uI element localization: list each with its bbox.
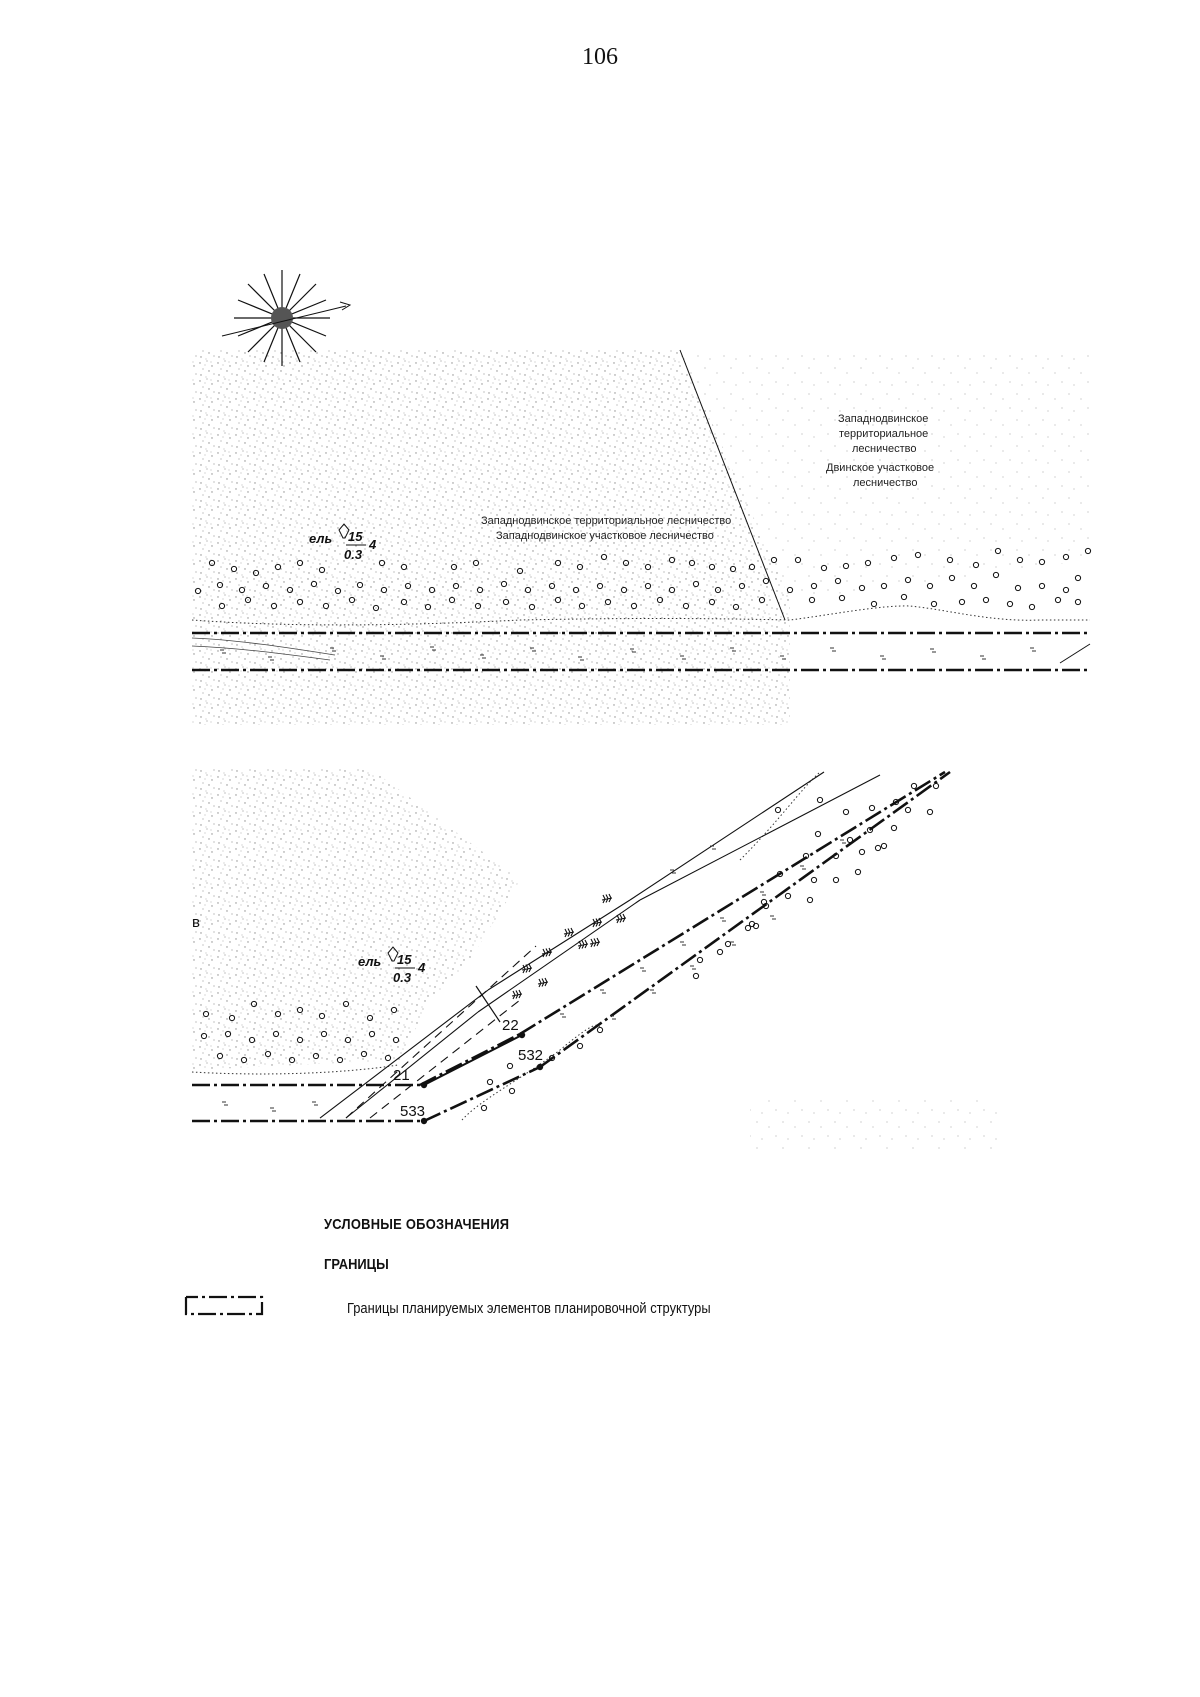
point-22-label: 22 — [502, 1017, 519, 1034]
forest-edge-dotted-diagonal — [462, 772, 820, 1120]
species-name: ель — [309, 531, 333, 546]
forest-stipple-area-bottom — [192, 768, 520, 1070]
species-name-bottom: ель — [358, 954, 382, 969]
page-number: 106 — [582, 44, 618, 70]
forestry-right-label-2: территориальное — [839, 428, 929, 440]
species-numerator-bottom: 15 — [397, 952, 412, 967]
forestry-right-label-4: Двинское участковое — [826, 462, 935, 474]
legend-section-boundaries: ГРАНИЦЫ — [324, 1256, 389, 1273]
top-map-sheet — [192, 270, 1091, 725]
legend-title: УСЛОВНЫЕ ОБОЗНАЧЕНИЯ — [324, 1216, 510, 1233]
forestry-main-label-2: Западнодвинское участковое лесничество — [496, 530, 714, 542]
point-532-marker — [537, 1064, 543, 1070]
species-numerator: 15 — [348, 529, 363, 544]
planning-boundary-legend-symbol — [184, 1292, 266, 1318]
species-suffix: 4 — [369, 537, 377, 552]
point-532-label: 532 — [518, 1047, 544, 1064]
light-stipple-bottom — [750, 1100, 1000, 1150]
forestry-right-label-1: Западнодвинское — [838, 413, 929, 425]
species-denominator-bottom: 0.3 — [393, 970, 412, 985]
deciduous-circles-diagonal — [481, 783, 938, 1110]
corner-diagonal — [1060, 644, 1090, 663]
species-suffix-bottom: 4 — [418, 960, 426, 975]
forestry-main-label-1: Западнодвинское территориальное лесничество — [481, 515, 732, 527]
forestry-right-label-5: лесничество — [853, 477, 918, 489]
map-edge-mark: в — [192, 914, 200, 931]
legend-item-planning-boundaries: Границы планируемых элементов планировочной структуры — [347, 1300, 711, 1317]
forestry-right-label-3: лесничество — [852, 443, 917, 455]
point-21-label: 21 — [393, 1067, 410, 1084]
species-denominator: 0.3 — [344, 547, 363, 562]
point-533-label: 533 — [400, 1103, 426, 1120]
bottom-map-sheet — [192, 768, 1000, 1150]
conifer-tree-icons — [512, 894, 626, 999]
